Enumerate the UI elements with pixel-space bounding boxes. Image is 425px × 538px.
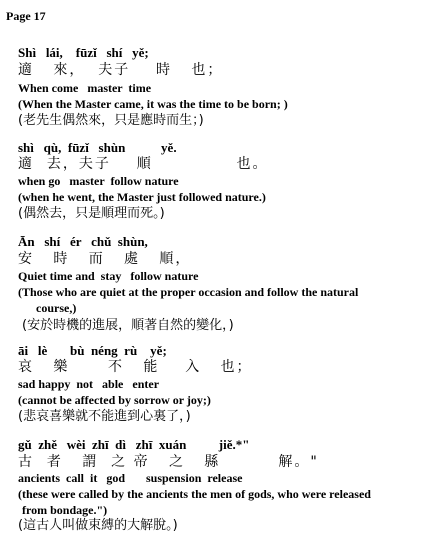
- stanza-3-english: Quiet time and stay follow nature: [18, 269, 199, 283]
- stanza-1-pinyin: Shì lái, fūzǐ shí yě;: [18, 45, 149, 60]
- stanza-2-pinyin: shì qù, fūzǐ shùn yě.: [18, 140, 177, 155]
- stanza-5-hanzi: 古 者 謂 之 帝 之 縣 解。": [18, 454, 319, 470]
- stanza-5-paraphrase-cont: from bondage."): [22, 503, 108, 517]
- stanza-4-chinese: (悲哀喜樂就不能進到心裏了，): [18, 409, 191, 424]
- stanza-1-chinese: (老先生偶然來，只是應時而生；): [18, 113, 204, 128]
- stanza-3-pinyin: Ān shí ér chǔ shùn,: [18, 234, 148, 249]
- stanza-4-pinyin: āi lè bù néng rù yě;: [18, 343, 167, 358]
- stanza-3-chinese: (安於時機的進展，順著自然的變化，): [22, 318, 234, 333]
- stanza-1-english: When come master time: [18, 81, 152, 95]
- stanza-3-hanzi: 安 時 而 處 順，: [18, 251, 192, 267]
- stanza-4-paraphrase: (cannot be affected by sorrow or joy;): [18, 393, 211, 407]
- stanza-2-hanzi: 適 去，夫子 順 也。: [18, 156, 269, 172]
- stanza-4-hanzi: 哀 樂 不 能 入 也；: [18, 359, 253, 375]
- stanza-5-pinyin: gǔ zhě wèi zhī dì zhī xuán jiě.*": [18, 437, 250, 452]
- stanza-3-paraphrase: (Those who are quiet at the proper occasion and follow the natural: [18, 285, 359, 299]
- stanza-2-paraphrase: (when he went, the Master just followed nature.): [18, 190, 266, 204]
- stanza-4-english: sad happy not able enter: [18, 377, 160, 391]
- stanza-2-english: when go master follow nature: [18, 174, 179, 188]
- stanza-3-paraphrase-cont: course,): [36, 301, 77, 315]
- stanza-5-english: ancients call it god suspension release: [18, 471, 243, 485]
- stanza-5-paraphrase: (these were called by the ancients the men of gods, who were released: [18, 487, 371, 501]
- stanza-1-hanzi: 適 來， 夫子 時 也；: [18, 62, 224, 78]
- stanza-1-paraphrase: (When the Master came, it was the time to be born; ): [18, 97, 288, 111]
- page-label: Page 17: [6, 9, 46, 23]
- stanza-2-chinese: (偶然去，只是順理而死。): [18, 206, 165, 221]
- stanza-5-chinese: (這古人叫做束縛的大解脫。): [18, 518, 178, 533]
